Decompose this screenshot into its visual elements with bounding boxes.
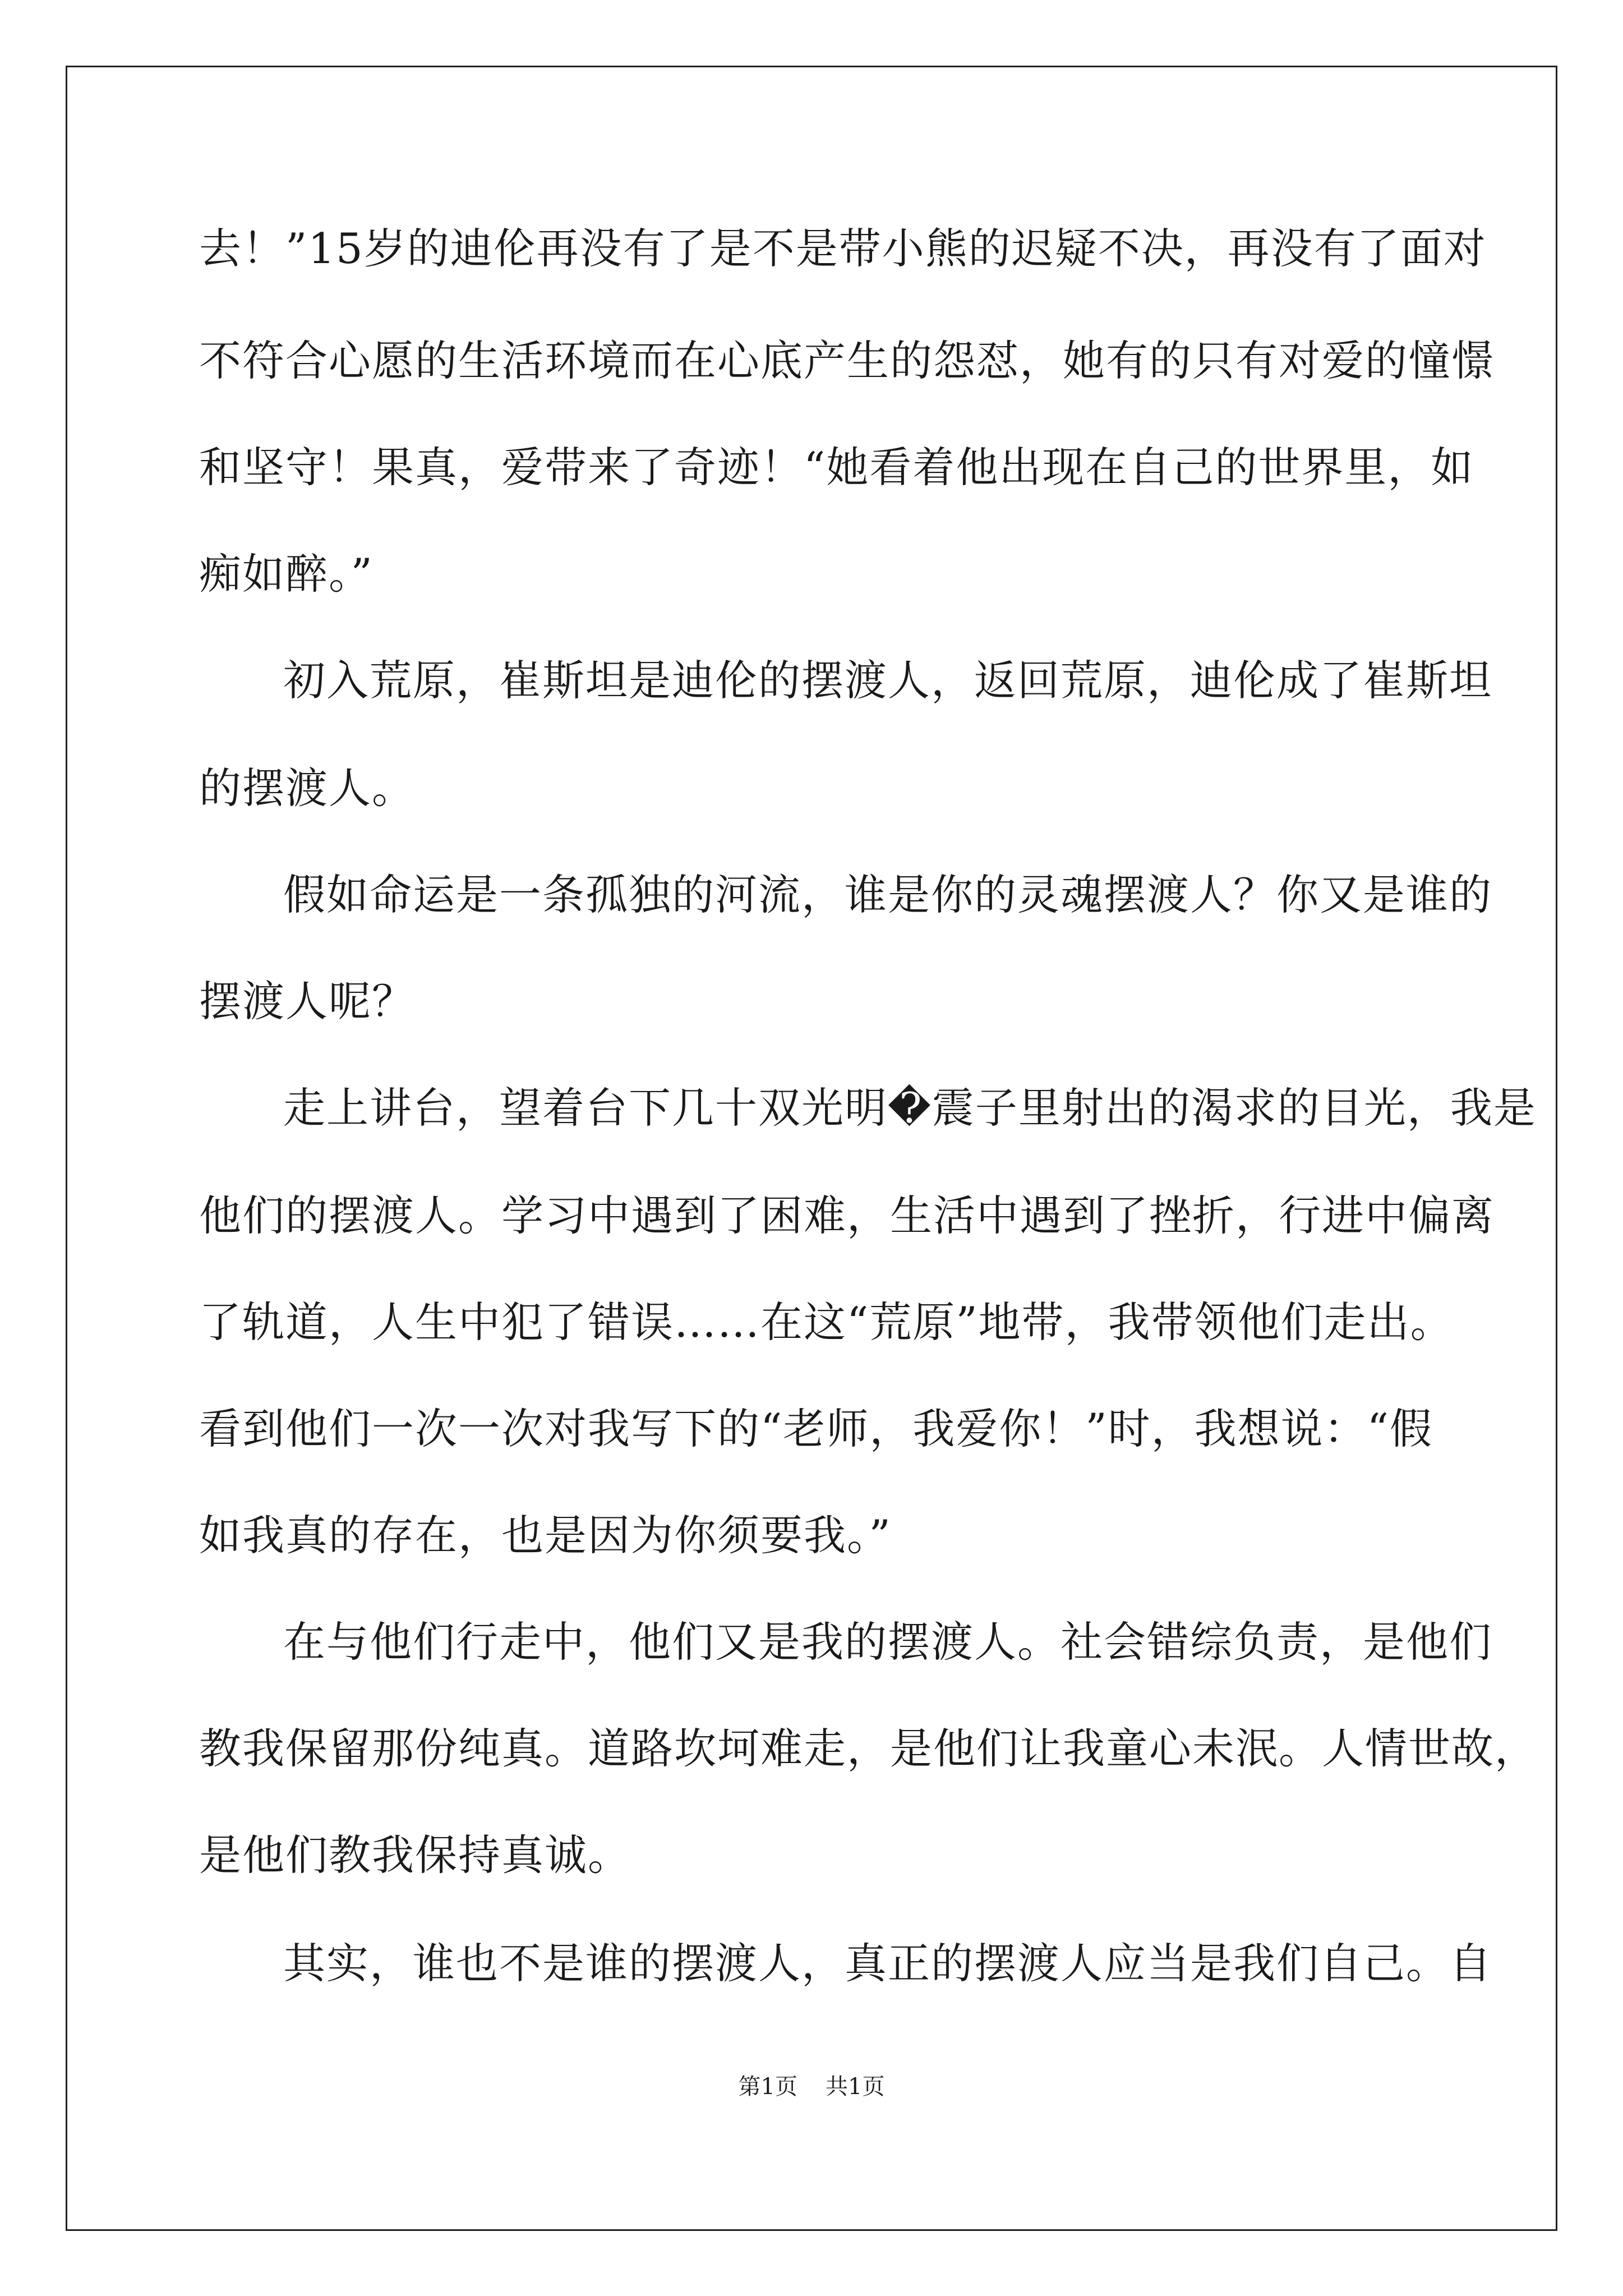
paragraph-first-line: 假如命运是一条孤独的河流，谁是你的灵魂摆渡人？你又是谁的 [283,870,1493,919]
text-line: 不符合心愿的生活环境而在心底产生的怨怼，她有的只有对爱的憧憬 [199,336,1495,385]
page-footer [0,2070,1623,2104]
text-line: 他们的摆渡人。学习中遇到了困难，生活中遇到了挫折，行进中偏离 [199,1191,1495,1240]
text-line: 去！”15岁的迪伦再没有了是不是带小熊的迟疑不决，再没有了面对 [199,224,1487,273]
text-line: 是他们教我保持真诚。 [199,1830,631,1880]
text-line: 如我真的存在，也是因为你须要我。” [199,1511,892,1560]
paragraph-first-line: 其实，谁也不是谁的摆渡人，真正的摆渡人应当是我们自己。自 [283,1939,1493,1988]
paragraph-first-line: 初入荒原，崔斯坦是迪伦的摆渡人，返回荒原，迪伦成了崔斯坦 [283,656,1493,705]
text-line: 摆渡人呢？ [199,977,416,1026]
page-number: 第1页 [738,2074,797,2100]
text-line: 教我保留那份纯真。道路坎坷难走，是他们让我童心未泯。人情世故， [199,1724,1538,1773]
page-border [66,66,1557,2231]
paragraph-first-line: 在与他们行走中，他们又是我的摆渡人。社会错综负责，是他们 [283,1617,1493,1667]
text-line: 的摆渡人。 [199,763,416,813]
paragraph-first-line: 走上讲台，望着台下几十双光明�震子里射出的渴求的目光，我是 [283,1083,1537,1133]
text-line: 了轨道，人生中犯了错误……在这“荒原”地带，我带领他们走出。 [199,1297,1454,1347]
page-total: 共1页 [826,2074,885,2100]
text-line: 看到他们一次一次对我写下的“老师，我爱你！”时，我想说：“假 [199,1404,1433,1453]
text-line: 和坚守！果真，爱带来了奇迹！“她看着他出现在自己的世界里，如 [199,443,1474,492]
text-line: 痴如醉。” [199,549,374,599]
